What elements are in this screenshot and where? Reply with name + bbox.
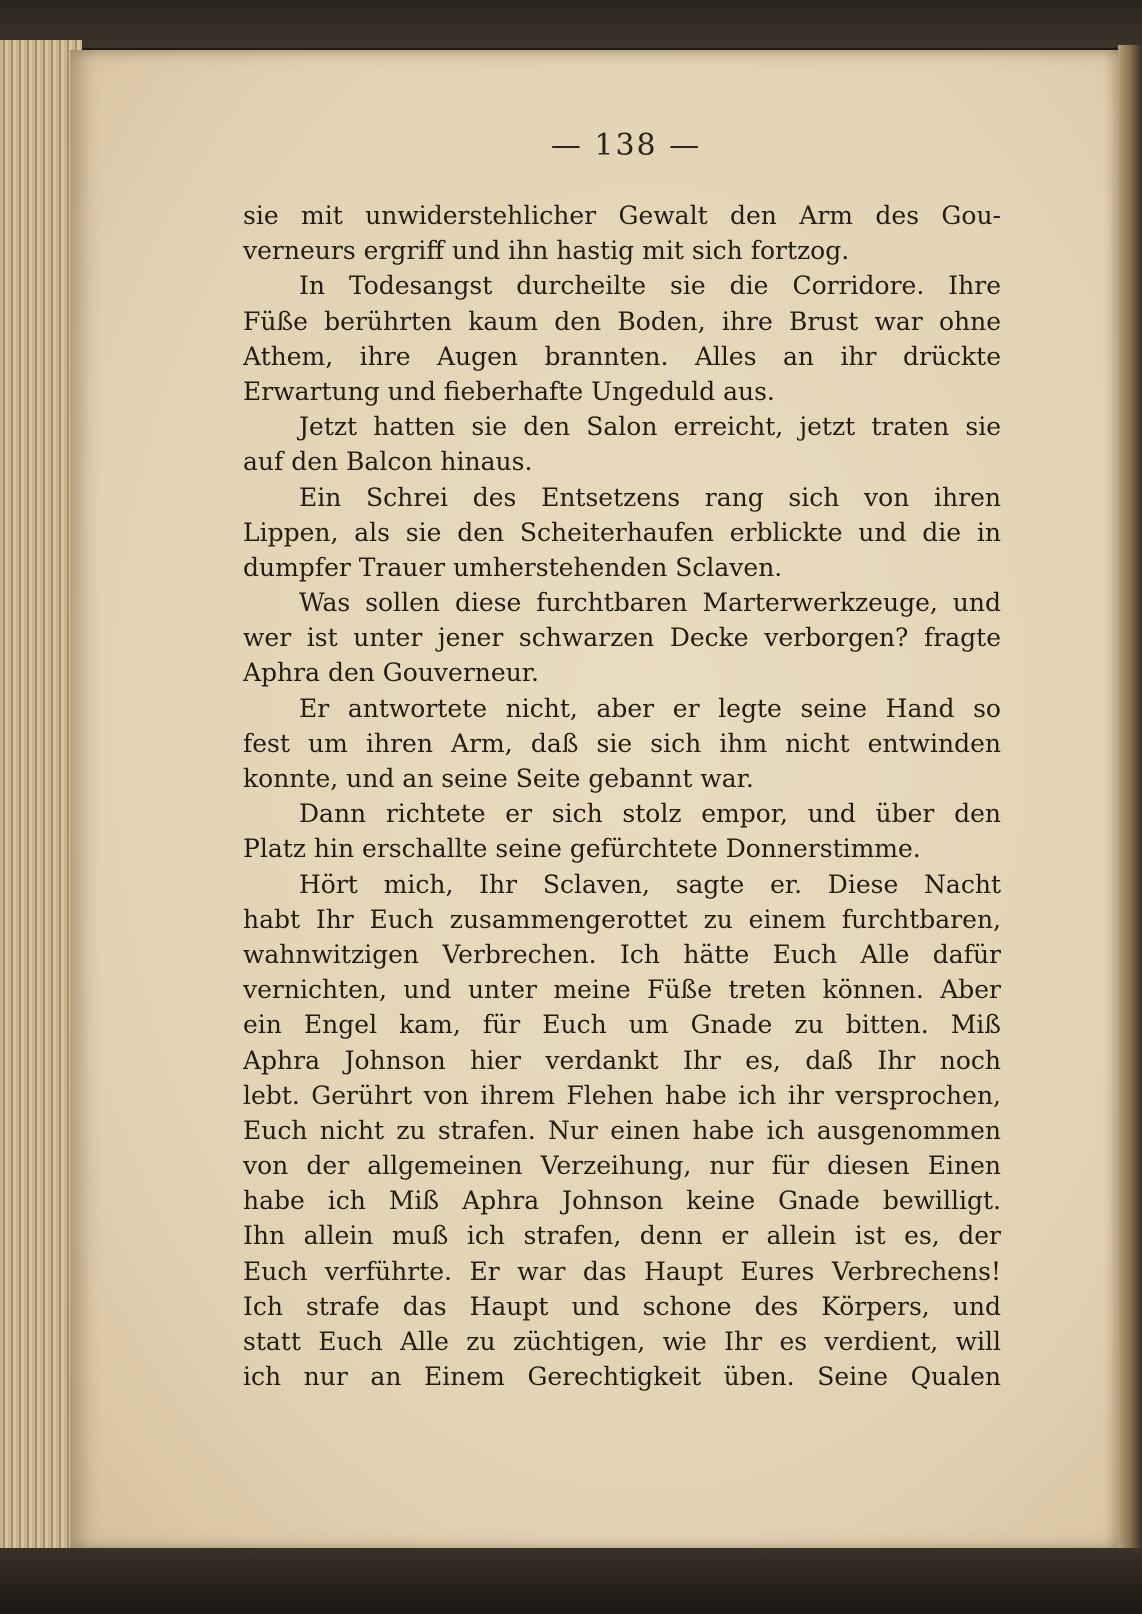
text-line: auf den Balcon hinaus.: [243, 447, 533, 477]
text-line: statt Euch Alle zu züchtigen, wie Ihr es verdient, will: [243, 1327, 1001, 1356]
text-line: Athem, ihre Augen brannten. Alles an ihr drückte: [243, 341, 1001, 371]
text-line: Was sollen diese furchtbaren Marterwerkzeuge, und: [299, 588, 1001, 618]
text-line: wahnwitzigen Verbrechen. Ich hätte Euch Alle dafür: [243, 939, 1001, 969]
text-line: fest um ihren Arm, daß sie sich ihm nicht entwinden: [243, 728, 1001, 758]
text-line: vernichten, und unter meine Füße treten können. Aber: [243, 975, 1001, 1005]
text-line: Dann richtete er sich stolz empor, und über den: [299, 799, 1001, 829]
text-line: sie mit unwiderstehlicher Gewalt den Arm des Gou-: [243, 201, 1001, 230]
text-line: Platz hin erschallte seine gefürchtete Donnerstimme.: [243, 834, 921, 864]
text-line: Lippen, als sie den Scheiterhaufen erblickte und die in: [243, 517, 1001, 547]
page-number: — 138 —: [550, 128, 702, 163]
text-line: ein Engel kam, für Euch um Gnade zu bitten. Miß: [243, 1010, 1001, 1040]
text-line: lebt. Gerührt von ihrem Flehen habe ich ihr versprochen,: [243, 1080, 1001, 1110]
text-line: habe ich Miß Aphra Johnson keine Gnade bewilligt.: [243, 1186, 1001, 1216]
text-line: Erwartung und fieberhafte Ungeduld aus.: [243, 376, 775, 406]
text-line: Hört mich, Ihr Sclaven, sagte er. Diese Nacht: [299, 869, 1001, 899]
text-line: Aphra Johnson hier verdankt Ihr es, daß Ihr noch: [243, 1045, 1001, 1075]
text-line: Füße berührten kaum den Boden, ihre Brust war ohne: [243, 306, 1001, 336]
text-line: Euch nicht zu strafen. Nur einen habe ich ausgenommen: [243, 1115, 1001, 1145]
text-line: habt Ihr Euch zusammengerottet zu einem furchtbaren,: [243, 904, 1001, 934]
page-edge-right: [1118, 45, 1142, 1550]
text-line: ich nur an Einem Gerechtigkeit üben. Seine Qualen: [243, 1362, 1001, 1392]
text-line: wer ist unter jener schwarzen Decke verborgen? fragte: [243, 623, 1001, 653]
text-line: verneurs ergriff und ihn hastig mit sich fortzog.: [243, 236, 850, 266]
book-cover-top: [0, 0, 1142, 48]
book-cover-bottom: [0, 1548, 1142, 1614]
text-line: dumpfer Trauer umherstehenden Sclaven.: [243, 552, 783, 582]
text-line: In Todesangst durcheilte sie die Corridore. Ihre: [299, 271, 1001, 301]
text-line: Jetzt hatten sie den Salon erreicht, jetzt traten sie: [299, 412, 1001, 442]
text-line: Ich strafe das Haupt und schone des Körpers, und: [243, 1291, 1001, 1321]
text-line: Ihn allein muß ich strafen, denn er allein ist es, der: [243, 1221, 1001, 1251]
text-line: Er antwortete nicht, aber er legte seine Hand so: [299, 693, 1001, 723]
text-line: Ein Schrei des Entsetzens rang sich von ihren: [299, 482, 1001, 512]
text-line: Aphra den Gouverneur.: [243, 658, 539, 688]
text-line: konnte, und an seine Seite gebannt war.: [243, 764, 754, 793]
text-line: von der allgemeinen Verzeihung, nur für diesen Einen: [243, 1151, 1001, 1181]
body-text: [243, 198, 1001, 1394]
text-line: Euch verführte. Er war das Haupt Eures Verbrechens!: [243, 1256, 1001, 1286]
